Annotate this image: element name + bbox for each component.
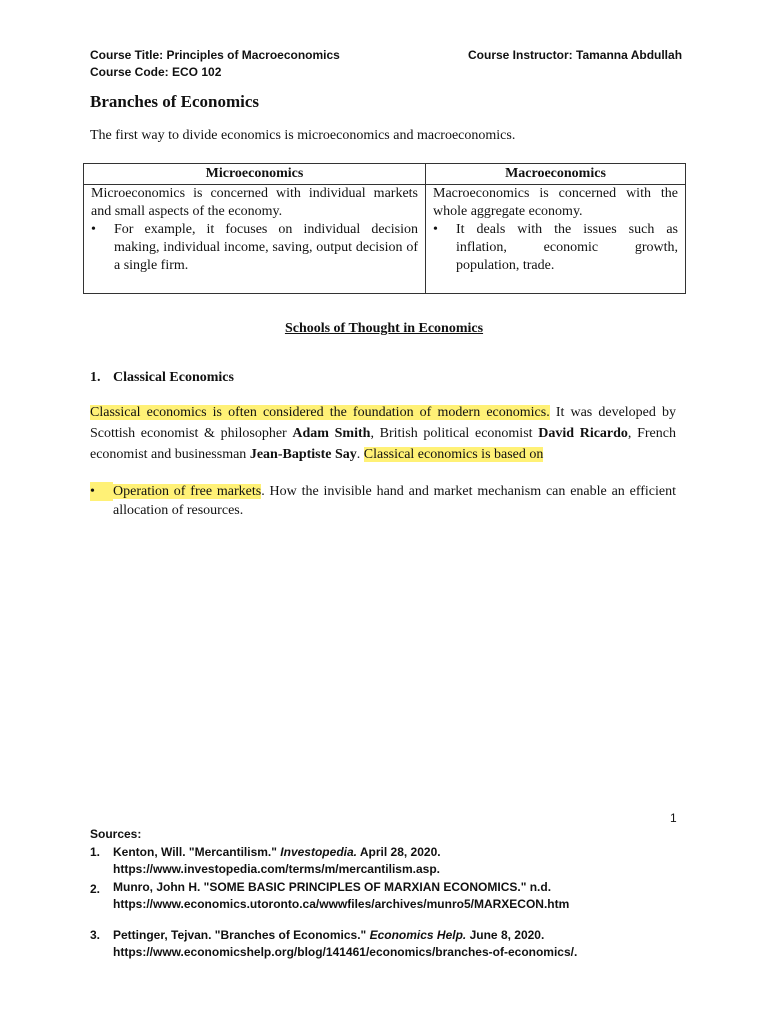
course-instructor: Course Instructor: Tamanna Abdullah bbox=[468, 48, 683, 62]
section-title: Classical Economics bbox=[113, 370, 234, 385]
source-number: 3. bbox=[90, 928, 101, 942]
source-date: June 8, 2020. bbox=[466, 928, 545, 942]
person-name: David Ricardo bbox=[538, 426, 628, 441]
bullet-icon: • bbox=[90, 482, 113, 501]
macro-cell bbox=[426, 185, 686, 294]
highlighted-text: Classical economics is based on bbox=[363, 447, 544, 462]
paragraph-text: . How the invisible hand and market mechanism can enable an efficient allocation of resources. bbox=[113, 484, 676, 518]
person-name: Adam Smith bbox=[292, 426, 371, 441]
source-url[interactable]: https://www.economics.utoronto.ca/wwwfiles/archives/munro5/MARXECON.htm bbox=[113, 897, 570, 911]
source-number: 1. bbox=[90, 845, 101, 859]
course-header-left bbox=[90, 47, 340, 81]
source-item bbox=[90, 879, 569, 913]
source-citation: Kenton, Will. "Mercantilism." bbox=[113, 845, 281, 859]
page-number: 1 bbox=[670, 811, 677, 825]
macro-bullet-list bbox=[433, 221, 678, 275]
section-heading bbox=[90, 370, 234, 386]
paragraph-text: It was developed by Scottish economist & philosopher bbox=[90, 405, 676, 441]
micro-example: For example, it focuses on individual decision making, individual income, saving, output decision of a single firm. bbox=[114, 222, 418, 273]
micro-description: Microeconomics is concerned with individual markets and small aspects of the economy. bbox=[91, 186, 418, 219]
source-item bbox=[90, 927, 577, 961]
page-title: Branches of Economics bbox=[90, 92, 260, 111]
bullet-icon: • bbox=[433, 222, 438, 237]
intro-paragraph: The first way to divide economics is microeconomics and macroeconomics. bbox=[90, 128, 516, 143]
table-header-macro: Macroeconomics bbox=[426, 164, 686, 185]
table-header-row bbox=[84, 164, 686, 185]
classical-bullet bbox=[90, 482, 676, 520]
macro-description: Macroeconomics is concerned with the whole aggregate economy. bbox=[433, 186, 678, 219]
bullet-text bbox=[113, 482, 676, 520]
section-number: 1. bbox=[90, 370, 101, 385]
course-code: Course Code: ECO 102 bbox=[90, 65, 222, 79]
table-row bbox=[84, 185, 686, 294]
person-name: Jean-Baptiste Say bbox=[249, 447, 357, 462]
source-url[interactable]: https://www.investopedia.com/terms/m/mercantilism.asp. bbox=[113, 862, 440, 876]
sources-label: Sources: bbox=[90, 827, 142, 841]
table-header-micro: Microeconomics bbox=[84, 164, 426, 185]
source-citation: Munro, John H. "SOME BASIC PRINCIPLES OF MARXIAN ECONOMICS." n.d. bbox=[113, 880, 552, 894]
paragraph-text: . bbox=[356, 447, 364, 462]
classical-paragraph bbox=[90, 402, 676, 465]
schools-heading: Schools of Thought in Economics bbox=[284, 321, 484, 336]
macro-example: It deals with the issues such as inflation, economic growth, population, trade. bbox=[456, 222, 678, 273]
paragraph-text: , French economist and businessman bbox=[90, 426, 676, 462]
micro-bullet-list bbox=[91, 221, 418, 275]
list-item bbox=[91, 221, 418, 275]
comparison-table bbox=[83, 163, 686, 294]
bullet-icon: • bbox=[91, 222, 96, 237]
source-url[interactable]: https://www.economicshelp.org/blog/141461/economics/branches-of-economics/. bbox=[113, 945, 578, 959]
highlighted-text: Classical economics is often considered the foundation of modern economics. bbox=[90, 405, 550, 420]
source-citation: Pettinger, Tejvan. "Branches of Economics." bbox=[113, 928, 370, 942]
highlighted-text: Operation of free markets bbox=[113, 484, 262, 499]
course-title: Course Title: Principles of Macroeconomics bbox=[90, 48, 340, 62]
source-number: 2. bbox=[90, 882, 101, 896]
source-item bbox=[90, 844, 441, 878]
source-publication: Economics Help. bbox=[369, 928, 467, 942]
source-publication: Investopedia. bbox=[280, 845, 357, 859]
source-date: April 28, 2020. bbox=[356, 845, 441, 859]
paragraph-text: , British political economist bbox=[370, 426, 539, 441]
list-item bbox=[433, 221, 678, 275]
micro-cell bbox=[84, 185, 426, 294]
